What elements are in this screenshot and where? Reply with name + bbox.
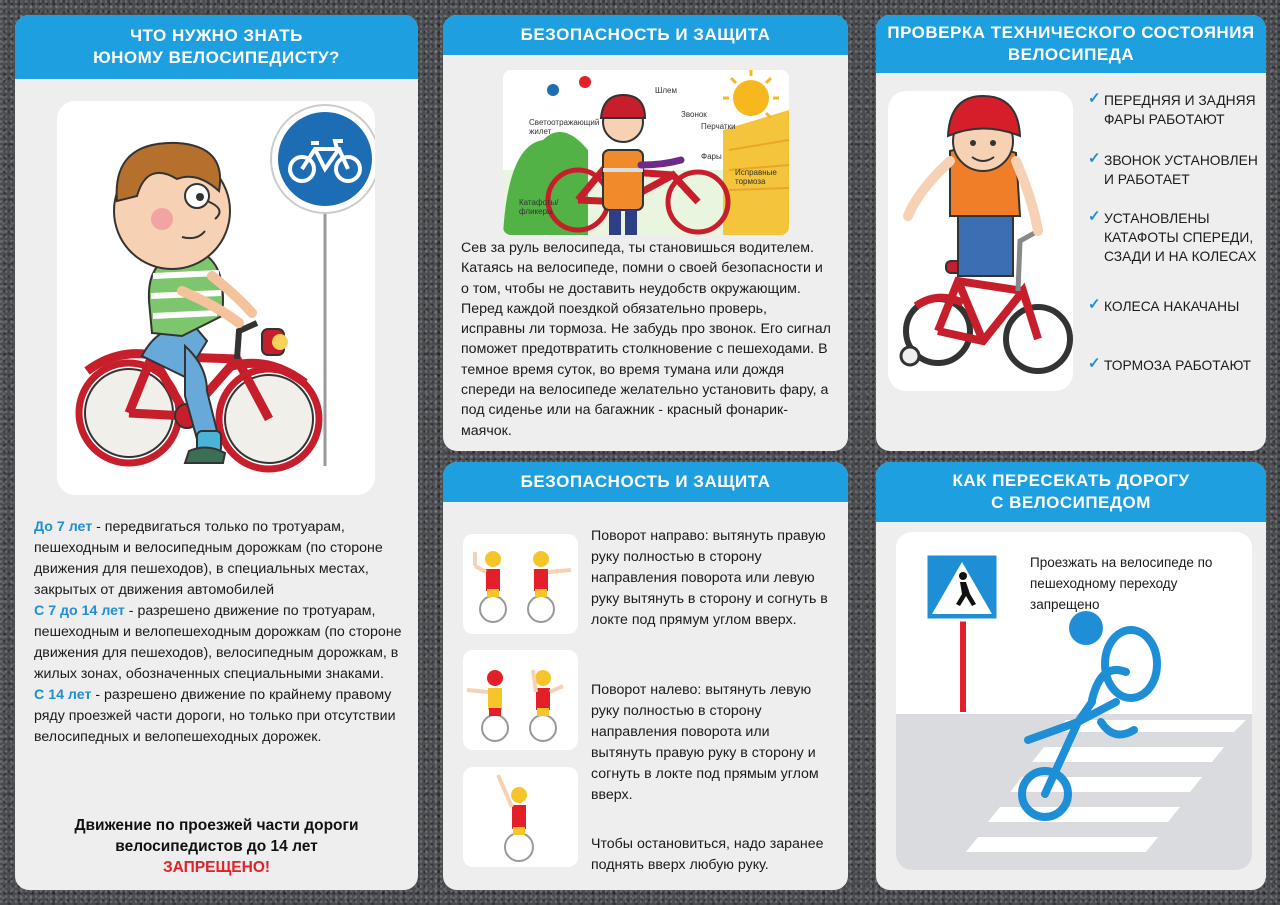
panel-title-line2: С ВЕЛОСИПЕДОМ [991, 493, 1151, 512]
boy-with-bicycle-illustration [888, 91, 1073, 391]
check-item-brakes [1088, 355, 1269, 375]
panel-header [443, 462, 848, 502]
rule-7-to-14 [34, 601, 402, 685]
panel-hand-signals [443, 462, 848, 890]
crossing-scene [896, 532, 1252, 870]
warning-forbidden: ЗАПРЕЩЕНО! [162, 859, 271, 876]
panel-crossing-road [876, 462, 1266, 890]
check-text: ЗВОНОК УСТАНОВЛЕН И РАБОТАЕТ [1104, 153, 1258, 187]
check-text: УСТАНОВЛЕНЫ КАТАФОТЫ СПЕРЕДИ, СЗАДИ И НА КОЛЕСАХ [1104, 211, 1257, 264]
check-icon: ✓ [1088, 208, 1101, 225]
panel-title: БЕЗОПАСНОСТЬ И ЗАЩИТА [520, 25, 771, 44]
rule-age: С 14 лет [34, 687, 92, 703]
age-rules [34, 517, 402, 748]
label-helmet: Шлем [655, 86, 677, 95]
label-gloves: Перчатки [701, 122, 736, 131]
panel-title: БЕЗОПАСНОСТЬ И ЗАЩИТА [520, 472, 771, 491]
warning-block [15, 815, 418, 878]
label-brakes: Исправные тормоза [735, 168, 777, 186]
check-item-bell [1088, 150, 1269, 189]
check-icon: ✓ [1088, 90, 1101, 107]
rule-under-7 [34, 517, 402, 601]
panel-title-line2: ЮНОМУ ВЕЛОСИПЕДИСТУ? [93, 48, 340, 67]
signal-stop-illustration [463, 767, 578, 867]
panel-header [876, 462, 1266, 522]
label-bell: Звонок [681, 110, 707, 119]
signal-left-text: Поворот налево: вытянуть левую руку полностью в сторону направления поворота или вытянуть правую руку в сторону и согнуть в локте под прямым углом вверх. [591, 682, 819, 803]
check-text: ПЕРЕДНЯЯ И ЗАДНЯЯ ФАРЫ РАБОТАЮТ [1104, 93, 1256, 127]
safety-equipment-illustration [503, 70, 789, 235]
check-item-lights [1088, 90, 1269, 129]
safety-body-text: Сев за руль велосипеда, ты становишься водителем. Катаясь на велосипеде, помни о своей безопасности и о том, чтобы не доставить неудобств окружающим. Перед каждой поездкой обязательно проверь, исправны ли тормоза. Не забудь про звонок. Его сигнал поможет предотвратить столкновение с пешеходами. В темное время суток, во время тумана или дождя спереди на велосипеде желательно установить фару, а под сиденье или на багажник - красный фонарик-маячок. [461, 240, 831, 439]
check-text: ТОРМОЗА РАБОТАЮТ [1104, 358, 1252, 373]
rule-text: - разрешено движение по крайнему правому ряду проезжей части дороги, но только при отсутствии велосипедных и велопешеходных дорожек. [34, 687, 396, 745]
panel-title-line1: КАК ПЕРЕСЕКАТЬ ДОРОГУ [952, 471, 1190, 490]
check-icon: ✓ [1088, 150, 1101, 167]
signal-right-illustration [463, 534, 578, 634]
signal-left-illustration [463, 650, 578, 750]
check-item-reflectors [1088, 208, 1269, 266]
illustration-card [57, 101, 375, 495]
warning-line1: Движение по проезжей части дороги [74, 817, 359, 834]
label-reflectors: Катафоты/ фликеры [519, 198, 559, 216]
panel-header [876, 15, 1266, 73]
panel-header [443, 15, 848, 55]
panel-header [15, 15, 418, 79]
panel-young-cyclist [15, 15, 418, 890]
panel-title-line1: ПРОВЕРКА ТЕХНИЧЕСКОГО СОСТОЯНИЯ [887, 23, 1255, 42]
rule-age: До 7 лет [34, 519, 93, 535]
rule-text: - передвигаться только по тротуарам, пешеходным и велосипедным дорожкам (по стороне движения для пешеходов), в специальных местах, закрытых от движения автомобилей [34, 519, 383, 598]
check-icon: ✓ [1088, 296, 1101, 313]
rule-age: С 7 до 14 лет [34, 603, 125, 619]
check-text: КОЛЕСА НАКАЧАНЫ [1104, 299, 1240, 314]
bike-check-card [888, 91, 1073, 391]
signal-right-text: Поворот направо: вытянуть правую руку полностью в сторону направления поворота или левую руку вытянуть в сторону и согнуть в локте под прямум углом вверх. [591, 528, 828, 628]
crossing-caption: Проезжать на велосипеде по пешеходному переходу запрещено [1030, 555, 1213, 612]
rule-text: - разрешено движение по тротуарам, пешеходным и велопешеходным дорожкам (по стороне движения для пешеходов), велосипедным дорожкам, в жилых зонах, обозначенных специальными знаками. [34, 603, 402, 682]
check-item-tires [1088, 296, 1269, 316]
label-vest: Светоотражающий жилет [529, 118, 600, 136]
rule-14-plus [34, 685, 402, 748]
label-lights: Фары [701, 152, 722, 161]
panel-safety-protection [443, 15, 848, 451]
signal-stop-text: Чтобы остановиться, надо заранее поднять вверх любую руку. [591, 836, 824, 873]
boy-on-bicycle-illustration [57, 101, 375, 495]
panel-title-line1: ЧТО НУЖНО ЗНАТЬ [130, 26, 303, 45]
warning-line2: велосипедистов до 14 лет [115, 838, 318, 855]
check-icon: ✓ [1088, 355, 1101, 372]
panel-title-line2: ВЕЛОСИПЕДА [1007, 45, 1135, 64]
